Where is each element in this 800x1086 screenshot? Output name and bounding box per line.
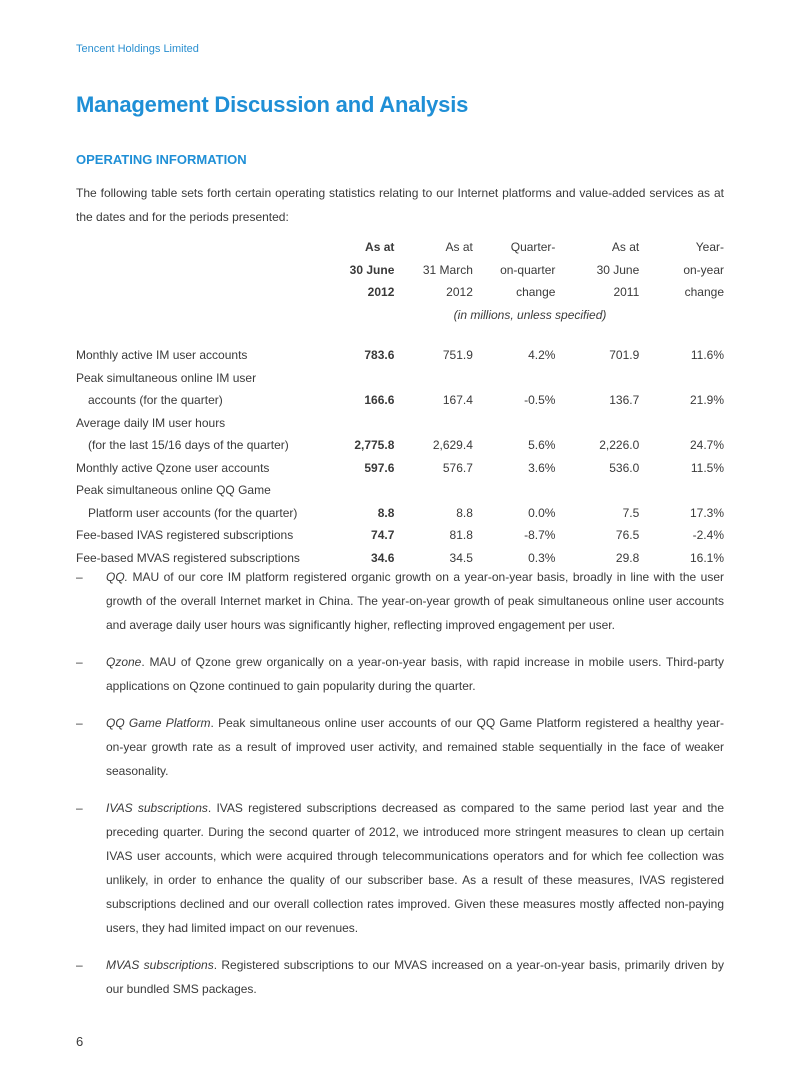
table-cell: -8.7% — [524, 528, 556, 543]
row-label: Fee-based IVAS registered subscriptions — [76, 528, 294, 543]
column-header: As at — [445, 240, 473, 255]
empty-cell — [473, 412, 556, 435]
column-header: As at — [611, 240, 640, 255]
bullet-text: . IVAS registered subscriptions decreased as compared to the same period last year and the preceding quarter. During the second quarter of 2012, we introduced more stringent measures to clean up certain IVAS user accounts, which were acquired through telecommunications operators and for which fee collection was unlikely, in order to enhance the quality of our subscriber base. As a result of these measures, IVAS registered subscriptions declined and our overall collection rates improved. Given these measures mostly affected non-paying users, they had limited impact on our revenues. — [106, 801, 724, 935]
table-cell: 81.8 — [449, 528, 473, 543]
table-cell: 24.7% — [689, 438, 724, 453]
table-cell: 701.9 — [609, 348, 640, 363]
empty-cell — [555, 367, 639, 390]
table-row — [76, 457, 724, 480]
table-spacer — [76, 326, 724, 344]
table-cell: 2,629.4 — [432, 438, 473, 453]
table-row — [76, 389, 724, 412]
bullet-term: QQ. — [106, 570, 129, 584]
table-cell: 5.6% — [528, 438, 556, 453]
units-row — [76, 304, 724, 327]
table-cell: 16.1% — [689, 550, 724, 565]
bullet-dash: – — [76, 958, 83, 972]
empty-cell — [639, 367, 724, 390]
table-row — [76, 344, 724, 367]
table-row — [76, 524, 724, 547]
table-cell: 167.4 — [442, 393, 473, 408]
bullet-term: QQ Game Platform — [106, 716, 211, 730]
list-item — [76, 650, 724, 698]
table-row — [76, 434, 724, 457]
table-cell: 3.6% — [528, 460, 556, 475]
empty-cell — [394, 412, 473, 435]
table-cell: 8.8 — [377, 505, 395, 520]
empty-cell — [336, 367, 394, 390]
empty-cell — [555, 412, 639, 435]
table-cell: -0.5% — [524, 393, 556, 408]
empty-cell — [394, 367, 473, 390]
column-header: 30 June — [596, 262, 640, 277]
empty-cell — [473, 367, 556, 390]
table-cell: 136.7 — [609, 393, 640, 408]
table-cell: 34.6 — [371, 550, 395, 565]
row-label: Peak simultaneous online QQ Game — [76, 483, 271, 498]
empty-cell — [394, 479, 473, 502]
table-row — [76, 502, 724, 525]
bullet-dash: – — [76, 570, 83, 584]
table-cell: 576.7 — [442, 460, 473, 475]
bullet-text: . Registered subscriptions to our MVAS increased on a year-on-year basis, primarily driven by our bundled SMS packages. — [106, 958, 725, 996]
table-row — [76, 479, 724, 502]
row-label: Monthly active Qzone user accounts — [76, 460, 270, 475]
row-label: Peak simultaneous online IM user — [76, 370, 257, 385]
list-item — [76, 796, 724, 940]
table-cell: -2.4% — [692, 528, 724, 543]
table-cell: 4.2% — [528, 348, 556, 363]
table-cell: 597.6 — [364, 460, 395, 475]
row-label: Fee-based MVAS registered subscriptions — [76, 550, 300, 565]
table-cell: 17.3% — [689, 505, 724, 520]
table-cell: 11.5% — [690, 460, 724, 475]
column-header: 30 June — [349, 262, 395, 277]
table-cell: 74.7 — [371, 528, 395, 543]
bullet-dash: – — [76, 655, 83, 669]
table-cell: 29.8 — [615, 550, 640, 565]
table-row — [76, 367, 724, 390]
table-cell: 0.3% — [528, 550, 556, 565]
header-blank-cell — [76, 236, 336, 259]
table-header-row — [76, 281, 724, 304]
row-label: (for the last 15/16 days of the quarter) — [88, 438, 289, 453]
intro-paragraph: The following table sets forth certain operating statistics relating to our Internet platforms and value-added services as at the dates and for the periods presented: — [76, 186, 724, 224]
column-header: change — [516, 285, 556, 300]
empty-cell — [639, 412, 724, 435]
company-name: Tencent Holdings Limited — [76, 43, 199, 55]
table-cell: 21.9% — [689, 393, 724, 408]
header-blank-cell — [76, 259, 336, 282]
column-header: 2012 — [446, 285, 473, 300]
column-header: on-year — [683, 262, 724, 277]
table-cell: 783.6 — [364, 348, 395, 363]
table-cell: 11.6% — [690, 348, 724, 363]
empty-cell — [555, 479, 639, 502]
row-label: Average daily IM user hours — [76, 415, 226, 430]
table-cell: 34.5 — [449, 550, 473, 565]
header-blank-cell — [76, 281, 336, 304]
table-cell: 76.5 — [615, 528, 640, 543]
table-cell: 8.8 — [456, 505, 473, 520]
bullet-term: Qzone — [106, 655, 142, 669]
bullet-text: MAU of our core IM platform registered organic growth on a year-on-year basis, broadly in line with the user growth of the overall Internet market in China. The year-on-year growth of peak simultaneous online user accounts and average daily user hours was significantly higher, reflecting improved engagement per user. — [106, 570, 724, 632]
commentary-list — [76, 565, 724, 1014]
empty-cell — [639, 479, 724, 502]
table-cell: 536.0 — [609, 460, 640, 475]
row-label: Platform user accounts (for the quarter) — [88, 505, 298, 520]
page-number: 6 — [76, 1034, 84, 1049]
column-header: 2012 — [367, 285, 395, 300]
row-label: Monthly active IM user accounts — [76, 348, 248, 363]
table-cell: 2,775.8 — [354, 438, 395, 453]
empty-cell — [473, 479, 556, 502]
table-cell: 7.5 — [622, 505, 640, 520]
bullet-term: MVAS subscriptions — [106, 958, 214, 972]
table-cell: 0.0% — [528, 505, 556, 520]
table-cell: 751.9 — [442, 348, 473, 363]
column-header: 2011 — [613, 285, 640, 300]
bullet-text: . Peak simultaneous online user accounts of our QQ Game Platform registered a healthy year-on-year growth rate as a result of improved user activity, and remained stable sequentially in the face of weaker seasonality. — [106, 716, 724, 778]
bullet-term: IVAS subscriptions — [106, 801, 208, 815]
table-cell: 2,226.0 — [599, 438, 640, 453]
table-cell: 166.6 — [364, 393, 395, 408]
column-header: change — [684, 285, 724, 300]
table-row — [76, 412, 724, 435]
row-label: accounts (for the quarter) — [88, 393, 223, 408]
bullet-dash: – — [76, 716, 83, 730]
list-item — [76, 953, 724, 1001]
units-blank-cell — [76, 304, 336, 327]
units-note: (in millions, unless specified) — [453, 307, 607, 322]
table-header-row — [76, 236, 724, 259]
spacer-cell — [76, 326, 336, 344]
empty-cell — [336, 479, 394, 502]
column-header: 31 March — [422, 262, 473, 277]
column-header: As at — [365, 240, 395, 255]
operating-statistics-table — [76, 236, 724, 569]
bullet-dash: – — [76, 801, 83, 815]
section-heading: OPERATING INFORMATION — [76, 152, 247, 167]
empty-cell — [336, 412, 394, 435]
page-title: Management Discussion and Analysis — [76, 92, 469, 117]
list-item — [76, 565, 724, 637]
column-header: Year- — [695, 240, 724, 255]
column-header: Quarter- — [510, 240, 556, 255]
table-header-row — [76, 259, 724, 282]
bullet-text: . MAU of Qzone grew organically on a year-on-year basis, with rapid increase in mobile users. Third-party applications on Qzone continued to gain popularity during the quarter. — [106, 655, 724, 693]
list-item — [76, 711, 724, 783]
column-header: on-quarter — [500, 262, 556, 277]
